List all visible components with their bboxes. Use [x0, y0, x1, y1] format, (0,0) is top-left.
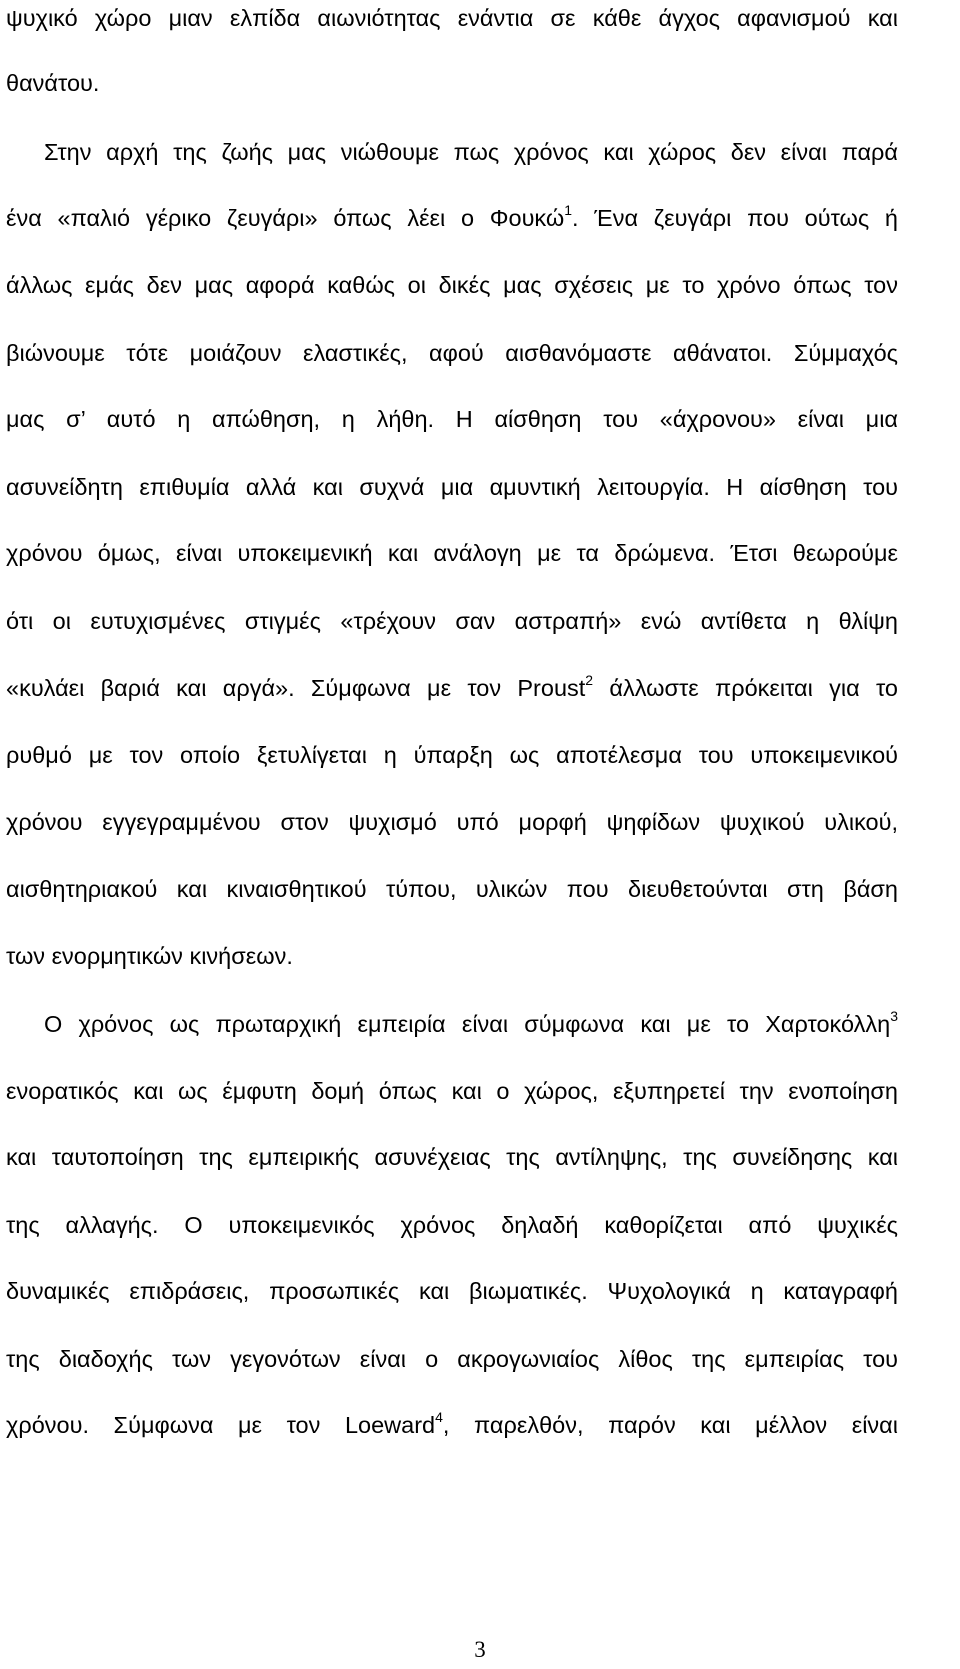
text-line [44, 138, 898, 166]
text-span: αισθητηριακού και κιναισθητικού τύπου, υλικών που διευθετούνται στη βάση [6, 876, 898, 902]
text-line [6, 473, 898, 501]
text-line [6, 1411, 898, 1439]
text-span: «κυλάει βαριά και αργά». Σύμφωνα με τον Proust [6, 675, 586, 701]
text-span: δυναμικές επιδράσεις, προσωπικές και βιωματικές. Ψυχολογικά η καταγραφή [6, 1278, 898, 1304]
text-span: άλλωστε πρόκειται για το [593, 675, 898, 701]
text-span: της διαδοχής των γεγονότων είναι ο ακρογωνιαίος λίθος της εμπειρίας του [6, 1346, 898, 1372]
text-line [6, 1143, 898, 1171]
text-line [6, 1277, 898, 1305]
text-span: Στην αρχή της ζωής μας νιώθουμε πως χρόνος και χώρος δεν είναι παρά [44, 139, 898, 165]
footnote-ref-3: 3 [890, 1008, 898, 1025]
text-span: ότι οι ευτυχισμένες στιγμές «τρέχουν σαν αστραπή» ενώ αντίθετα η θλίψη [6, 608, 898, 634]
footnote-ref-4: 4 [435, 1409, 443, 1426]
page-number: 3 [474, 1637, 486, 1662]
text-line [6, 674, 898, 702]
text-span: ασυνείδητη επιθυμία αλλά και συχνά μια αμυντική λειτουργία. Η αίσθηση του [6, 474, 898, 500]
text-line [6, 741, 898, 769]
text-span: θανάτου. [6, 70, 100, 96]
text-line [6, 405, 898, 433]
text-span: των ενορμητικών κινήσεων. [6, 943, 293, 969]
text-span: ένα «παλιό γέρικο ζευγάρι» όπως λέει ο Φουκώ [6, 205, 565, 231]
text-span: χρόνου όμως, είναι υποκειμενική και ανάλογη με τα δρώμενα. Έτσι θεωρούμε [6, 540, 898, 566]
text-line [6, 69, 898, 97]
text-line [6, 339, 898, 367]
text-span: ψυχικό χώρο μιαν ελπίδα αιωνιότητας ενάντια σε κάθε άγχος αφανισμού και [6, 5, 898, 31]
text-line [6, 875, 898, 903]
text-span: Ο χρόνος ως πρωταρχική εμπειρία είναι σύμφωνα και με το Χαρτοκόλλη [44, 1011, 891, 1037]
text-span: . Ένα ζευγάρι που ούτως ή [572, 205, 898, 231]
footnote-ref-2: 2 [585, 672, 594, 689]
text-span: ενορατικός και ως έμφυτη δομή όπως και ο χώρος, εξυπηρετεί την ενοποίηση [6, 1078, 898, 1104]
text-span: ρυθμό με τον οποίο ξετυλίγεται η ύπαρξη ως αποτέλεσμα του υποκειμενικού [6, 742, 898, 768]
text-span: μας σ’ αυτό η απώθηση, η λήθη. Η αίσθηση του «άχρονου» είναι μια [6, 406, 898, 432]
text-span: , παρελθόν, παρόν και μέλλον είναι [442, 1412, 898, 1438]
text-span: βιώνουμε τότε μοιάζουν ελαστικές, αφού αισθανόμαστε αθάνατοι. Σύμμαχός [6, 340, 898, 366]
text-line [6, 1345, 898, 1373]
text-line [6, 942, 898, 970]
text-line [6, 1077, 898, 1105]
text-line [6, 539, 898, 567]
footnote-ref-1: 1 [564, 202, 573, 219]
text-span: της αλλαγής. Ο υποκειμενικός χρόνος δηλαδή καθορίζεται από ψυχικές [6, 1212, 898, 1238]
text-line [6, 4, 898, 32]
text-line [6, 271, 898, 299]
text-span: χρόνου. Σύμφωνα με τον Loeward [6, 1412, 436, 1438]
text-line [6, 808, 898, 836]
text-line [6, 607, 898, 635]
text-span: χρόνου εγγεγραμμένου στον ψυχισμό υπό μορφή ψηφίδων ψυχικού υλικού, [6, 809, 898, 835]
text-line [6, 1211, 898, 1239]
text-line [44, 1010, 898, 1038]
text-line [6, 204, 898, 232]
text-span: και ταυτοποίηση της εμπειρικής ασυνέχειας της αντίληψης, της συνείδησης και [6, 1144, 898, 1170]
text-span: άλλως εμάς δεν μας αφορά καθώς οι δικές μας σχέσεις με το χρόνο όπως τον [6, 272, 898, 298]
